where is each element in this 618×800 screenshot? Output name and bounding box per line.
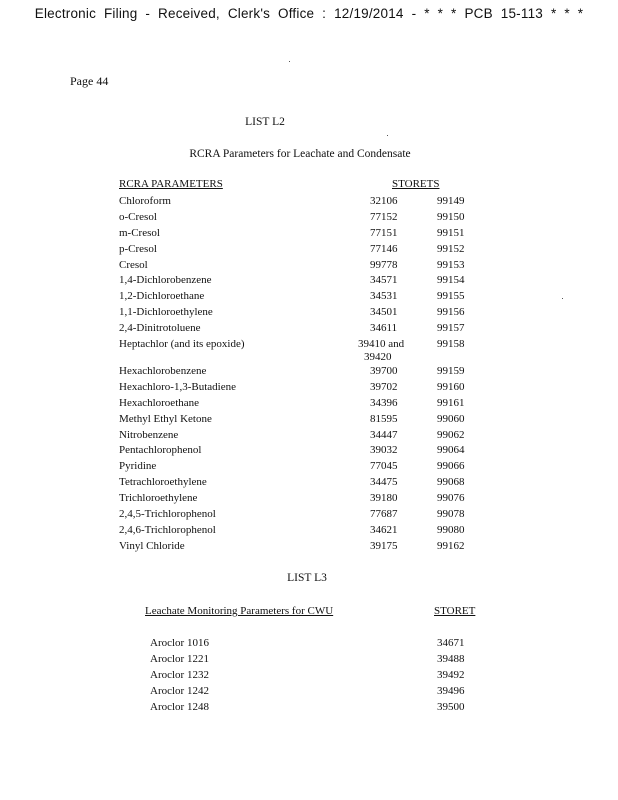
storet-code-alt: 99151 [437, 226, 465, 239]
list-l2-title: LIST L2 [245, 116, 285, 128]
parameter-name: Pyridine [119, 460, 157, 473]
storet-code-alt: 99149 [437, 195, 465, 207]
table-row [0, 259, 618, 275]
parameter-name: Trichloroethylene [119, 492, 198, 505]
storet-code-primary: 39702 [370, 380, 398, 393]
storet-code-primary: 34621 [370, 523, 398, 536]
storet-code-alt: 99062 [437, 428, 465, 441]
storet-code-alt: 99076 [437, 492, 465, 505]
table-row [0, 211, 618, 227]
storet-code-primary: 34611 [370, 322, 398, 335]
list-l3-table [0, 637, 618, 716]
scan-speck [289, 61, 290, 62]
storet-code-alt: 99157 [437, 322, 465, 335]
storet-code: 39492 [437, 668, 465, 681]
filing-header: Electronic Filing - Received, Clerk's Office : 12/19/2014 - * * * PCB 15-113 * * * [34, 6, 584, 21]
table-row [0, 365, 618, 381]
storet-code [370, 540, 398, 553]
storet-code [370, 290, 398, 303]
storet-code [370, 476, 398, 489]
parameter-name: 1,2-Dichloroethane [119, 290, 205, 303]
storet-code-primary: 34571 [370, 274, 398, 287]
storet-code [370, 397, 398, 410]
table-row [0, 195, 618, 211]
storet-code [370, 195, 398, 208]
storet-code [370, 274, 398, 287]
table-row [0, 540, 618, 556]
storet-code-primary: 34396 [370, 396, 398, 409]
storet-code-primary: 77146 [370, 242, 398, 255]
storet-code-alt: 99153 [437, 258, 465, 271]
storet-code-primary: 77687 [370, 508, 398, 521]
table-row [0, 397, 618, 413]
storet-code-alt: 99162 [437, 539, 465, 552]
table-row [0, 322, 618, 338]
table-row [0, 653, 618, 669]
list-l2-storets-header: STORETS [392, 178, 440, 190]
parameter-name: 2,4,6-Trichlorophenol [119, 523, 216, 536]
parameter-name: Hexachloroethane [119, 396, 200, 409]
parameter-name: Aroclor 1221 [150, 652, 209, 665]
parameter-name: Chloroform [119, 195, 171, 207]
parameter-name: Vinyl Chloride [119, 539, 185, 552]
parameter-name: Pentachlorophenol [119, 444, 202, 457]
storet-code-primary: 32106 [370, 195, 398, 207]
table-row [0, 492, 618, 508]
storet-code-alt: 99064 [437, 444, 465, 457]
storet-code-alt: 99159 [437, 365, 465, 378]
table-row [0, 476, 618, 492]
table-row [0, 381, 618, 397]
parameter-name: Hexachloro-1,3-Butadiene [119, 380, 236, 393]
parameter-name: Aroclor 1016 [150, 637, 209, 649]
storet-code-alt: 99060 [437, 412, 465, 425]
storet-code [370, 227, 398, 240]
page-number: Page 44 [70, 74, 109, 88]
table-row [0, 444, 618, 460]
storet-code-primary: 34475 [370, 476, 398, 489]
storet-code-secondary: 39420 [364, 351, 392, 364]
storet-code-alt: 99161 [437, 396, 465, 409]
storet-code: 34671 [437, 637, 465, 649]
parameter-name: Nitrobenzene [119, 428, 179, 441]
storet-code-primary: 39032 [370, 444, 398, 457]
storet-code-alt: 99154 [437, 274, 465, 287]
storet-code-alt: 99158 [437, 338, 465, 351]
table-row [0, 338, 618, 365]
storet-code [370, 508, 398, 521]
storet-code-alt: 99078 [437, 508, 465, 521]
storet-code [370, 259, 398, 272]
storet-code [370, 429, 398, 442]
storet-code-primary: 34531 [370, 290, 398, 303]
parameter-name: 1,1-Dichloroethylene [119, 306, 213, 319]
table-row [0, 227, 618, 243]
storet-code [370, 243, 398, 256]
table-row [0, 243, 618, 259]
storet-code-alt: 99068 [437, 476, 465, 489]
storet-code-primary: 77152 [370, 210, 398, 223]
parameter-name: Aroclor 1232 [150, 668, 209, 681]
table-row [0, 413, 618, 429]
parameter-name: o-Cresol [119, 210, 157, 223]
storet-code-alt: 99156 [437, 306, 465, 319]
table-row [0, 274, 618, 290]
parameter-name: Aroclor 1242 [150, 684, 209, 697]
parameter-name: m-Cresol [119, 226, 160, 239]
storet-code [370, 381, 398, 394]
parameter-name: Aroclor 1248 [150, 700, 209, 713]
parameter-name: Cresol [119, 258, 148, 271]
parameter-name: 1,4-Dichlorobenzene [119, 274, 212, 287]
storet-code [358, 338, 404, 363]
storet-code [370, 524, 398, 537]
parameter-name: Hexachlorobenzene [119, 365, 207, 378]
parameter-name: Tetrachloroethylene [119, 476, 207, 489]
storet-code [370, 306, 398, 319]
storet-code-primary: 34447 [370, 428, 398, 441]
list-l2-table [0, 195, 618, 556]
storet-code [370, 365, 398, 378]
table-row [0, 508, 618, 524]
storet-code [370, 211, 398, 224]
storet-code-primary: 39180 [370, 492, 398, 505]
parameter-name: Heptachlor (and its epoxide) [119, 338, 245, 351]
list-l3-param-header: Leachate Monitoring Parameters for CWU [145, 605, 334, 617]
storet-code-primary: 77045 [370, 460, 398, 473]
table-row [0, 524, 618, 540]
table-row [0, 685, 618, 701]
storet-code-alt: 99066 [437, 460, 465, 473]
list-l2-subtitle: RCRA Parameters for Leachate and Condensate [189, 148, 411, 160]
storet-code [370, 322, 397, 335]
storet-code: 39488 [437, 652, 465, 665]
table-row [0, 306, 618, 322]
storet-code-alt: 99150 [437, 210, 465, 223]
table-row [0, 460, 618, 476]
table-row [0, 429, 618, 445]
storet-code: 39496 [437, 684, 465, 697]
list-l2-param-header: RCRA PARAMETERS [119, 178, 223, 190]
storet-code-primary: 39175 [370, 539, 398, 552]
parameter-name: p-Cresol [119, 242, 157, 255]
parameter-name: 2,4,5-Trichlorophenol [119, 508, 216, 521]
storet-code-primary: 34501 [370, 306, 398, 319]
list-l3-title: LIST L3 [287, 572, 327, 584]
table-row [0, 669, 618, 685]
table-row [0, 701, 618, 717]
storet-code-primary: 39700 [370, 365, 398, 378]
storet-code-primary: 39410 and [358, 338, 405, 351]
parameter-name: Methyl Ethyl Ketone [119, 412, 212, 425]
table-row [0, 290, 618, 306]
scan-speck [387, 135, 388, 136]
storet-code [370, 492, 398, 505]
storet-code-primary: 77151 [370, 226, 398, 239]
storet-code [370, 460, 398, 473]
storet-code-alt: 99160 [437, 380, 465, 393]
storet-code: 39500 [437, 700, 465, 713]
storet-code [370, 413, 398, 426]
storet-code-primary: 99778 [370, 258, 398, 271]
parameter-name: 2,4-Dinitrotoluene [119, 322, 201, 335]
table-row [0, 637, 618, 653]
list-l3-storet-header: STORET [434, 605, 476, 617]
storet-code-alt: 99080 [437, 523, 465, 536]
storet-code [370, 444, 398, 457]
storet-code-alt: 99155 [437, 290, 465, 303]
storet-code-primary: 81595 [370, 412, 398, 425]
storet-code-alt: 99152 [437, 242, 465, 255]
